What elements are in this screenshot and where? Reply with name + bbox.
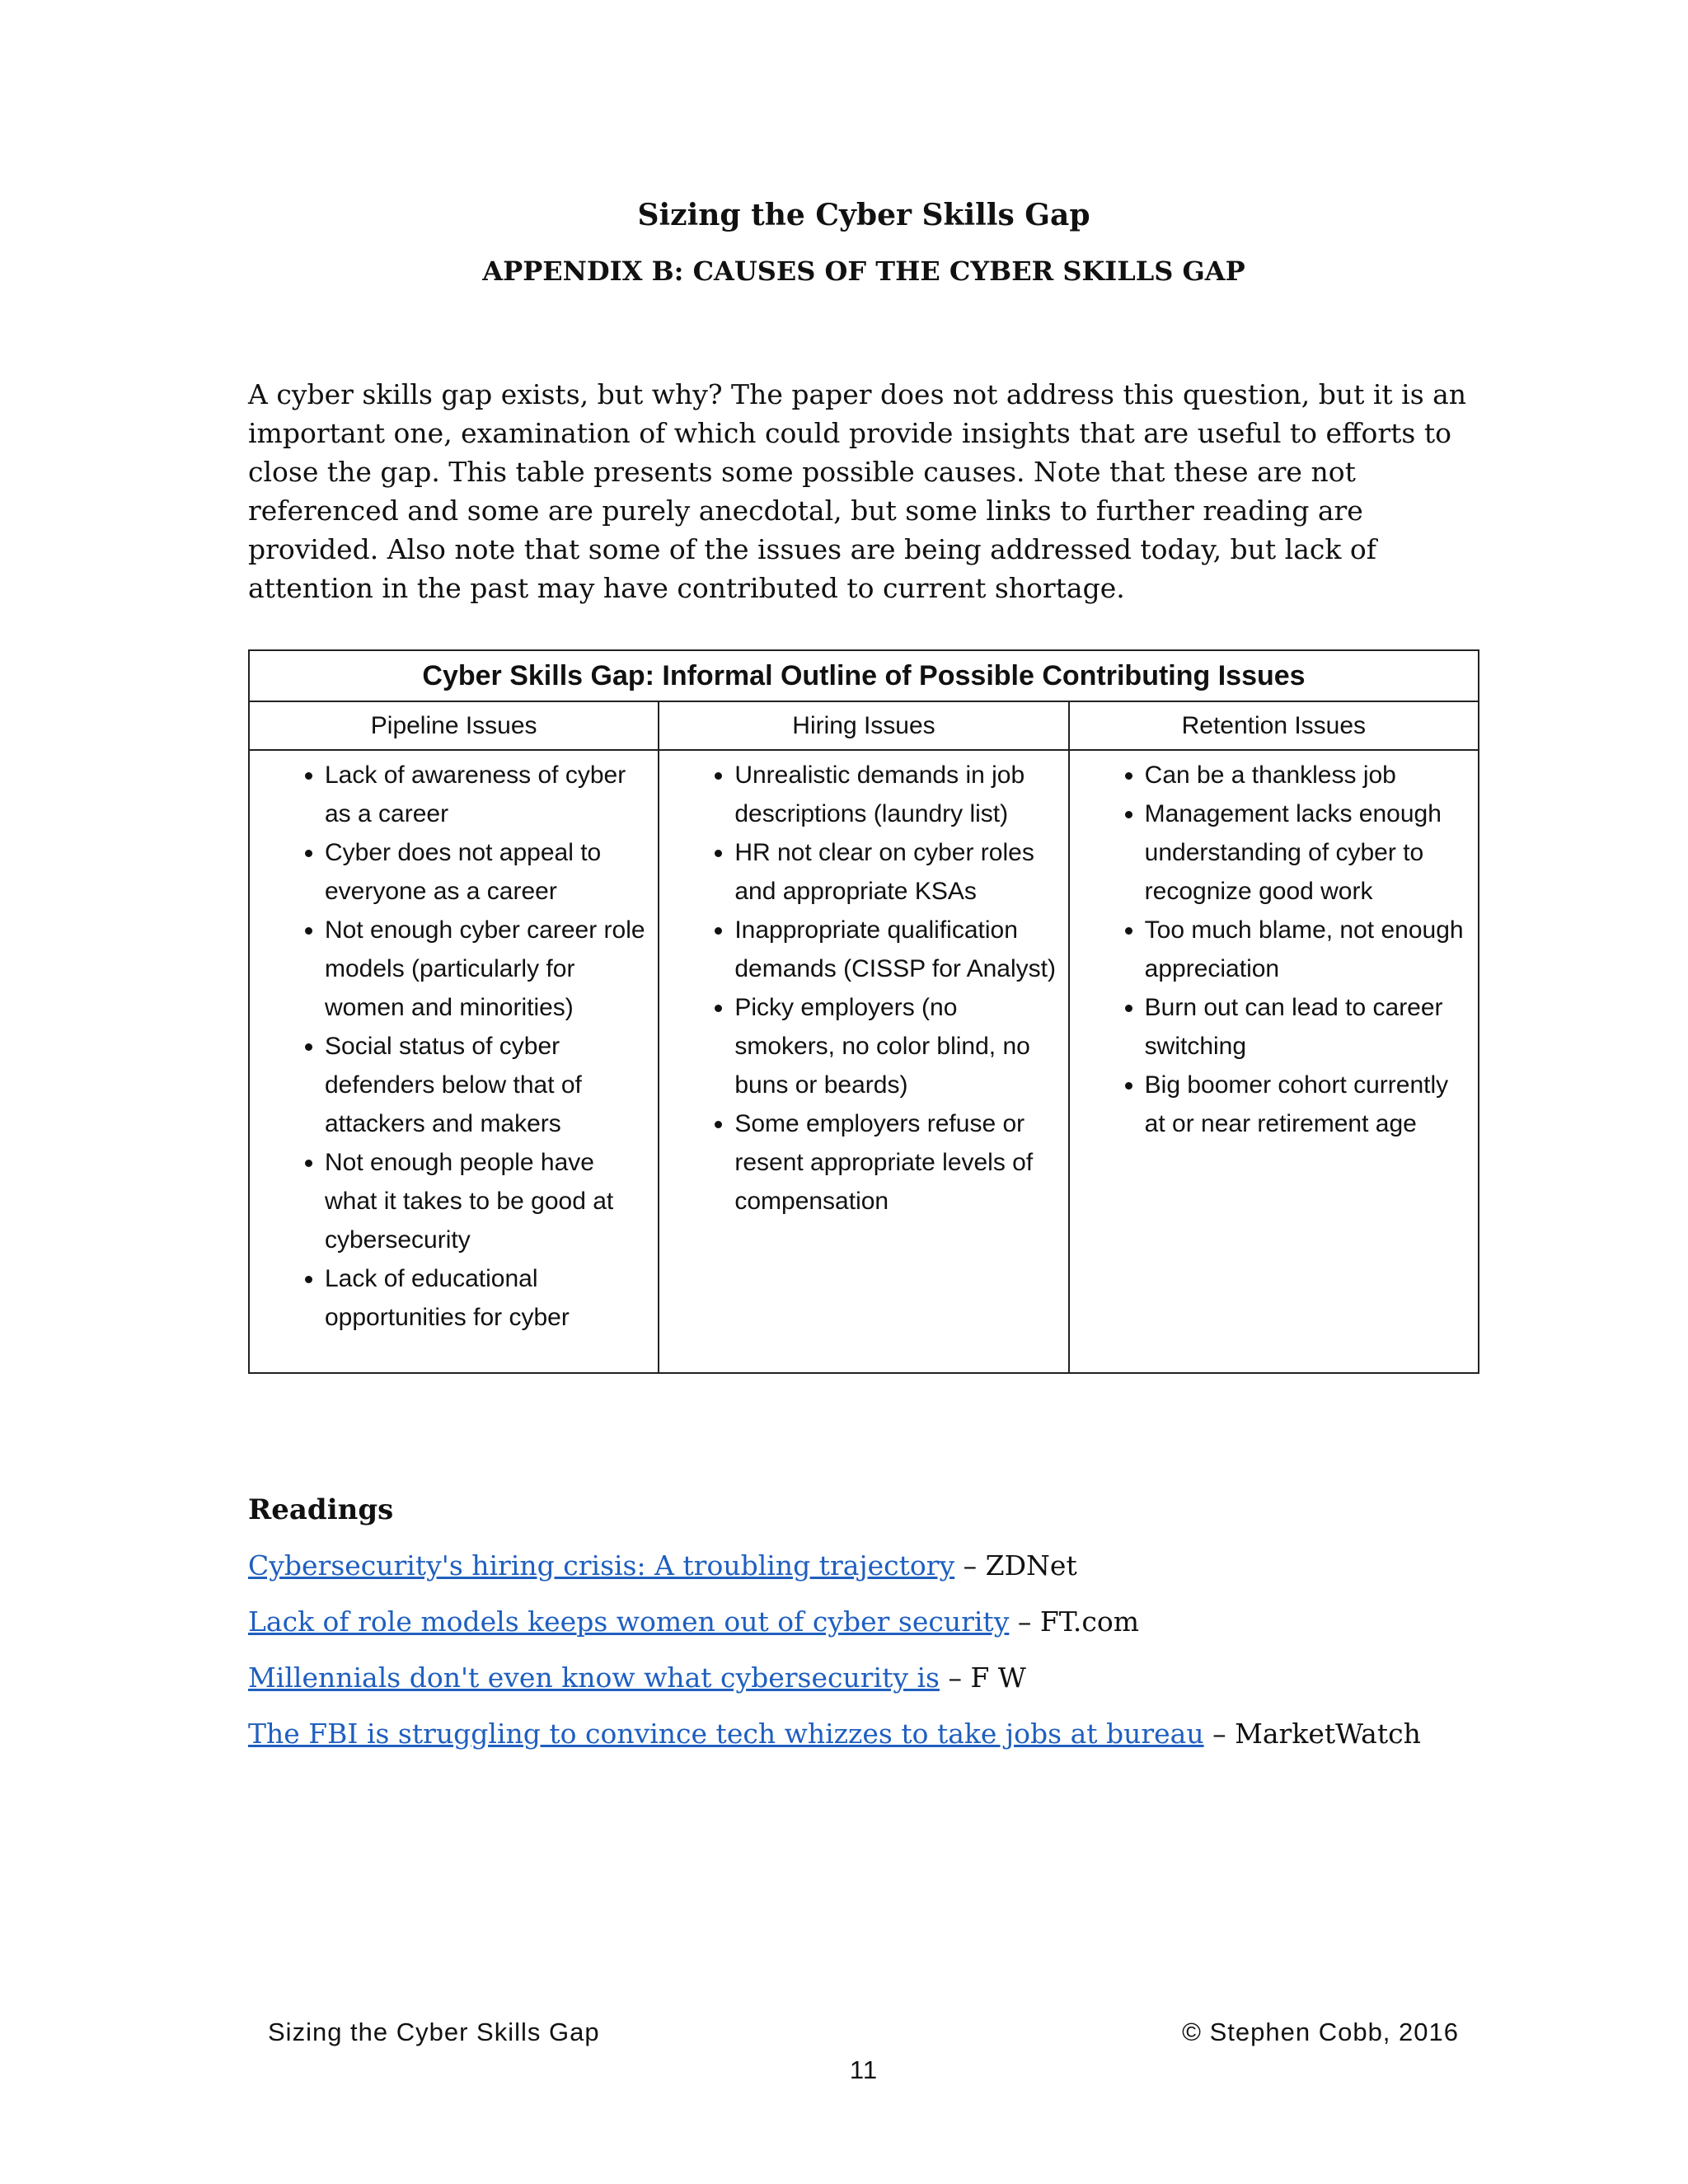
readings-heading: Readings [248, 1493, 394, 1526]
retention-issues-cell [1069, 750, 1479, 1373]
column-header-retention: Retention Issues [1069, 701, 1479, 750]
reading-item [248, 1549, 1077, 1582]
column-header-pipeline: Pipeline Issues [249, 701, 659, 750]
reading-link-ft[interactable]: Lack of role models keeps women out of cyber security [248, 1605, 1010, 1638]
pipeline-issues-cell [249, 750, 659, 1373]
list-item: • Some employers refuse or resent appropriate levels of compensation [734, 1104, 1059, 1221]
list-item: • Lack of awareness of cyber as a career [325, 756, 649, 833]
list-item: • Can be a thankless job [1145, 756, 1470, 794]
reading-item [248, 1661, 1026, 1694]
reading-source: – MarketWatch [1203, 1718, 1421, 1750]
reading-link-fw[interactable]: Millennials don't even know what cybersecurity is [248, 1661, 940, 1694]
list-item: • Management lacks enough understanding of cyber to recognize good work [1145, 794, 1470, 911]
pipeline-issues-list [250, 756, 649, 1337]
list-item: • Cyber does not appeal to everyone as a career [325, 833, 649, 911]
page-title: Sizing the Cyber Skills Gap [637, 198, 1090, 232]
list-item: • Inappropriate qualification demands (CISSP for Analyst) [734, 911, 1059, 988]
list-item: • HR not clear on cyber roles and appropriate KSAs [734, 833, 1059, 911]
list-item: • Unrealistic demands in job descriptions (laundry list) [734, 756, 1059, 833]
table-title: Cyber Skills Gap: Informal Outline of Possible Contributing Issues [249, 650, 1479, 701]
list-item: • Burn out can lead to career switching [1145, 988, 1470, 1066]
appendix-heading: APPENDIX B: CAUSES OF THE CYBER SKILLS GAP [482, 255, 1245, 287]
hiring-issues-list [659, 756, 1059, 1221]
retention-issues-list [1070, 756, 1470, 1143]
reading-item [248, 1605, 1139, 1638]
footer-copyright: © Stephen Cobb, 2016 [1182, 2018, 1459, 2046]
intro-paragraph: A cyber skills gap exists, but why? The paper does not address this question, but it is an important one, examination of which could provide insights that are useful to efforts to close the gap. This table presents some possible causes. Note that these are not referenced and some are purely anecdotal, but some links to further reading are provided. Also note that some of the issues are being addressed today, but lack of attention in the past may have contributed to current shortage. [248, 378, 1467, 604]
reading-source: – FT.com [1009, 1605, 1140, 1638]
list-item: • Too much blame, not enough appreciation [1145, 911, 1470, 988]
hiring-issues-cell [659, 750, 1068, 1373]
footer-title: Sizing the Cyber Skills Gap [268, 2018, 600, 2046]
reading-item [248, 1718, 1421, 1750]
reading-link-zdnet[interactable]: Cybersecurity's hiring crisis: A troubling trajectory [248, 1549, 955, 1582]
reading-link-marketwatch[interactable]: The FBI is struggling to convince tech whizzes to take jobs at bureau [248, 1718, 1204, 1750]
page-number: 11 [849, 2055, 879, 2084]
reading-source: – ZDNet [954, 1549, 1077, 1582]
list-item: • Lack of educational opportunities for cyber [325, 1259, 649, 1337]
list-item: • Not enough people have what it takes to be good at cybersecurity [325, 1143, 649, 1259]
list-item: • Not enough cyber career role models (particularly for women and minorities) [325, 911, 649, 1027]
reading-source: – F W [939, 1661, 1026, 1694]
column-header-hiring: Hiring Issues [659, 701, 1068, 750]
list-item: • Social status of cyber defenders below that of attackers and makers [325, 1027, 649, 1143]
list-item: • Picky employers (no smokers, no color blind, no buns or beards) [734, 988, 1059, 1104]
list-item: • Big boomer cohort currently at or near retirement age [1145, 1066, 1470, 1143]
causes-table [248, 649, 1479, 1374]
